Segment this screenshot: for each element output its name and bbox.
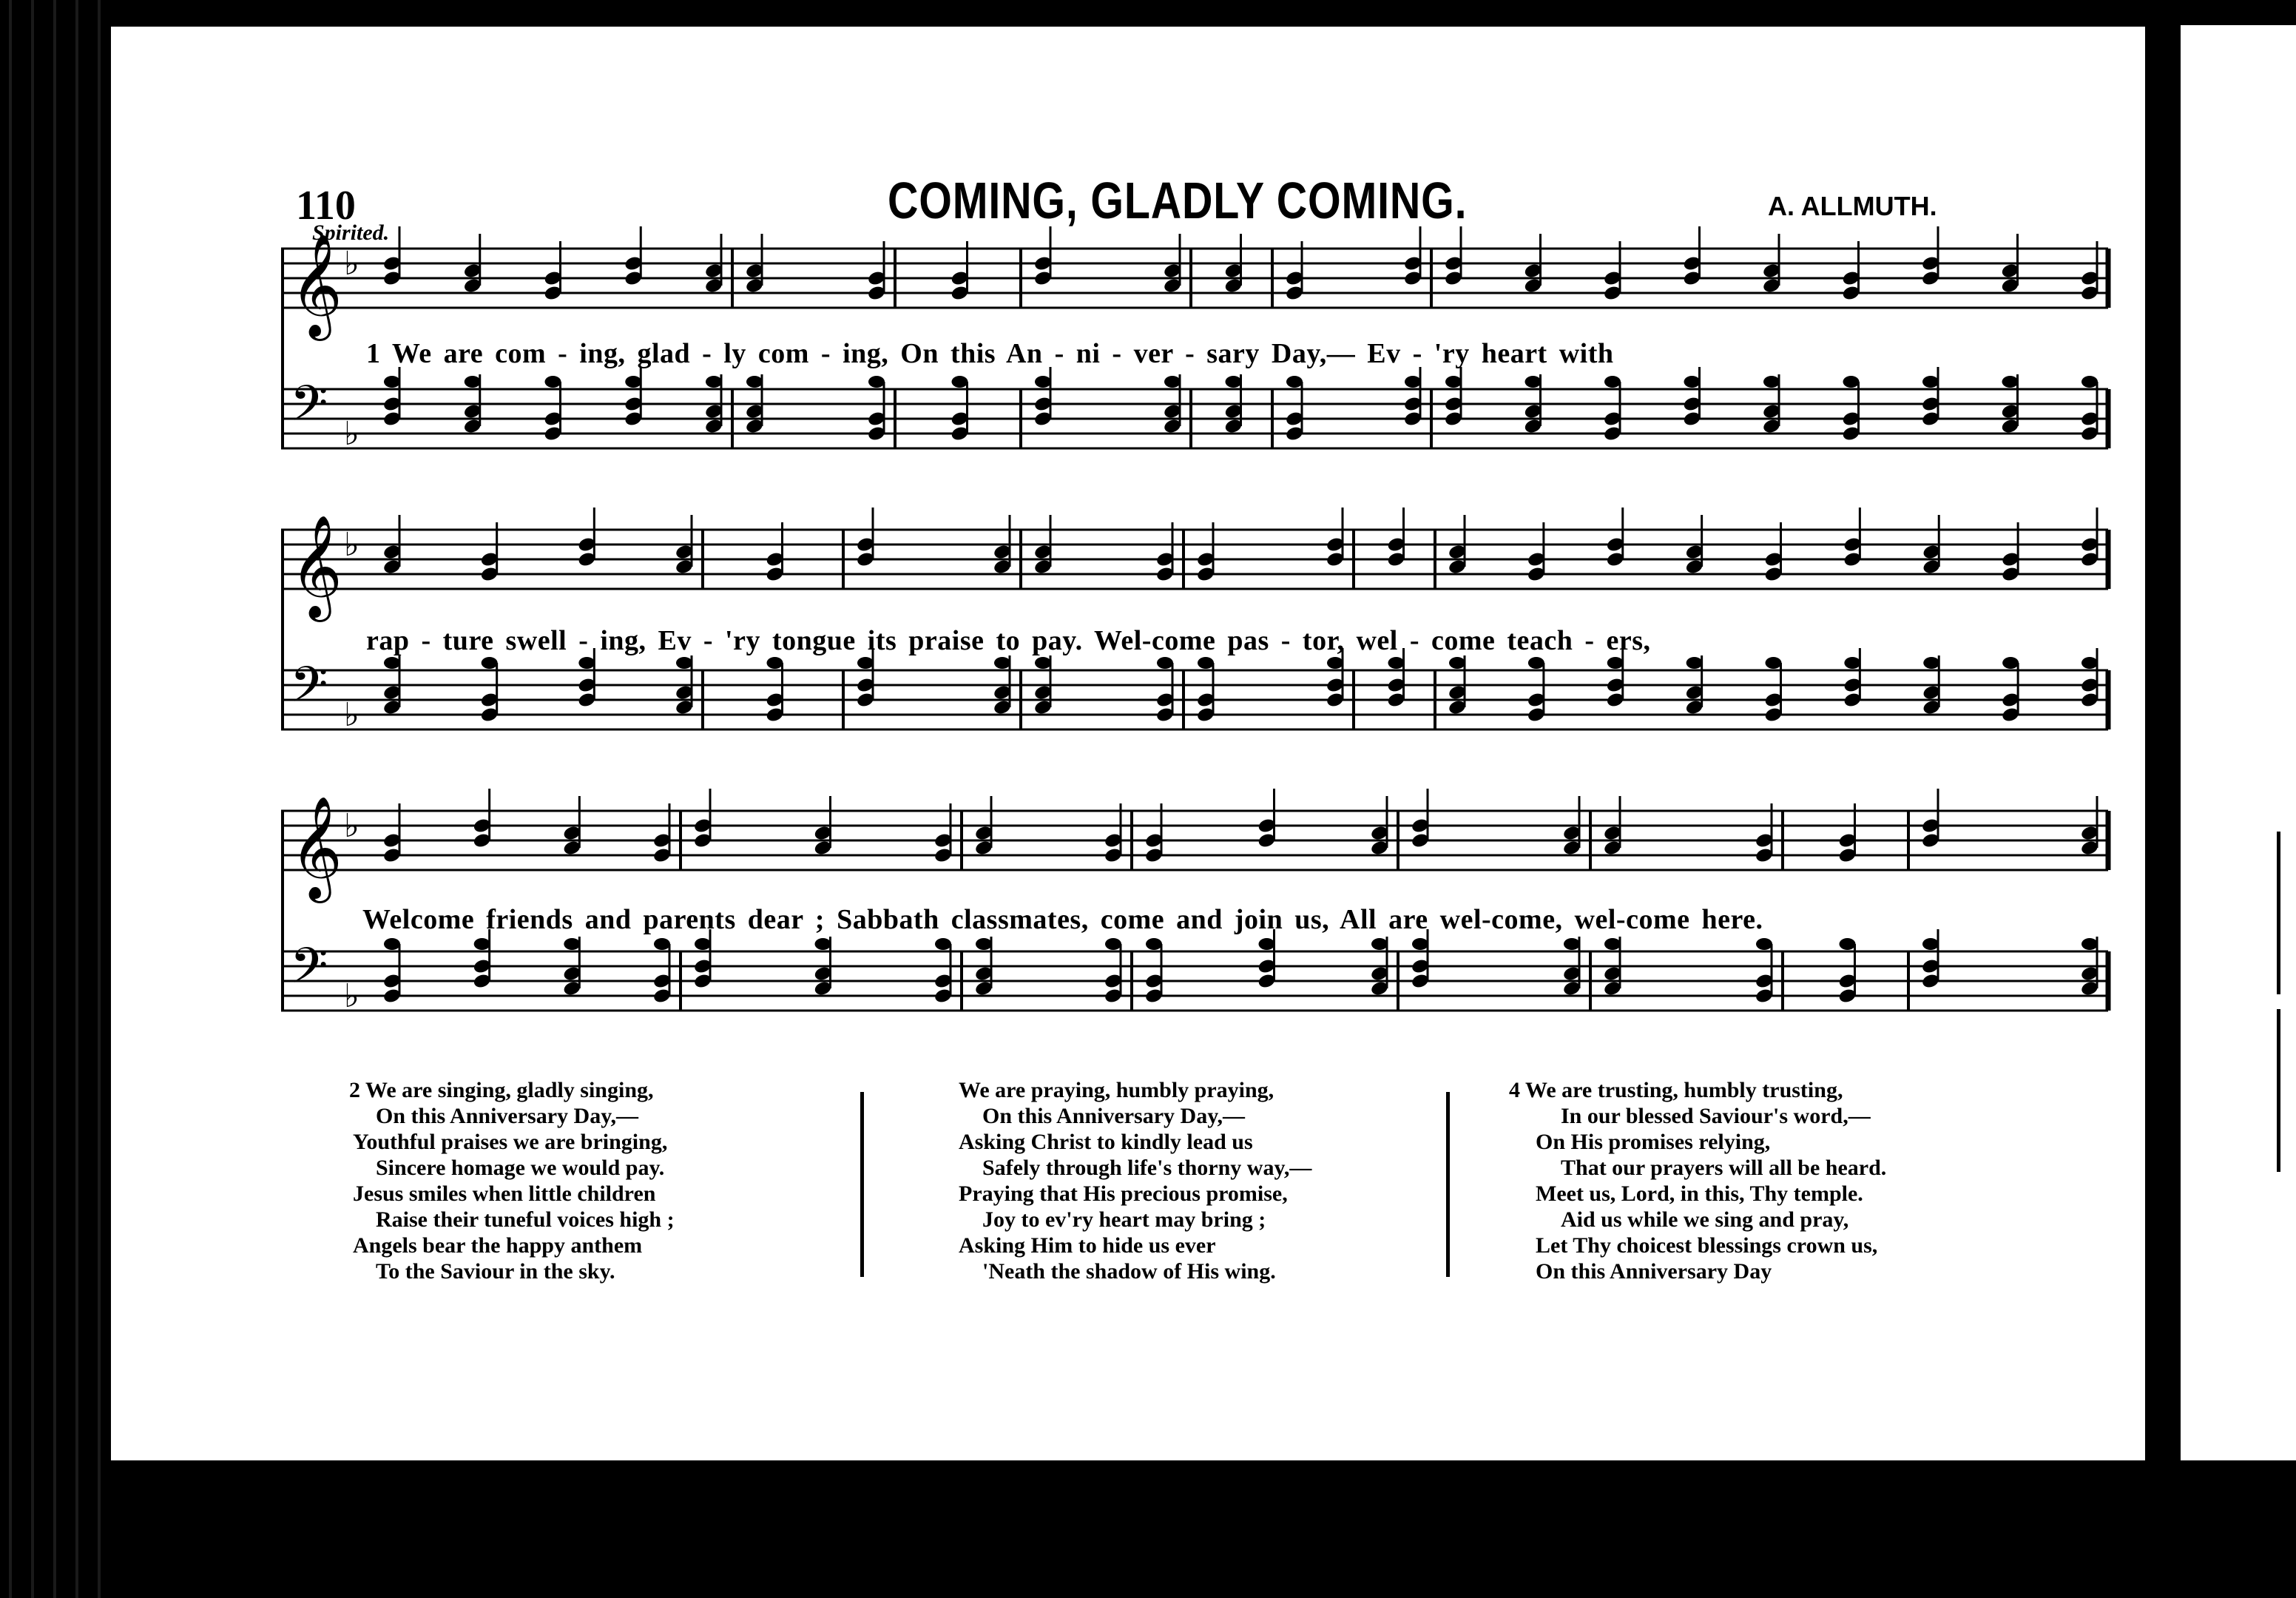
verse-line: 'Neath the shadow of His wing.: [982, 1259, 1276, 1284]
treble-clef-icon: 𝄞: [290, 796, 342, 899]
bass-clef-icon: 𝄢: [290, 656, 328, 725]
notehead: [1388, 657, 1405, 669]
notehead: [384, 376, 400, 388]
notehead: [1525, 376, 1542, 388]
verse-number: 2: [349, 1078, 360, 1102]
composer-name: A. ALLMUTH.: [1768, 191, 1937, 221]
notehead: [1157, 657, 1173, 669]
verse-4: [1509, 1077, 1886, 1284]
verse-line: Jesus smiles when little children: [353, 1181, 656, 1206]
notehead: [767, 657, 783, 669]
notehead: [815, 938, 831, 950]
verse-line: Meet us, Lord, in this, Thy temple.: [1536, 1181, 1863, 1206]
bass-clef-icon: 𝄢: [290, 937, 328, 1006]
notehead: [1840, 938, 1856, 950]
notehead: [2002, 376, 2019, 388]
notehead: [1445, 376, 1462, 388]
music-system-1: [111, 219, 2145, 485]
notehead: [1146, 938, 1162, 950]
verse-line: To the Saviour in the sky.: [376, 1259, 615, 1284]
notehead: [1844, 657, 1860, 669]
notehead: [564, 938, 580, 950]
notehead: [868, 376, 885, 388]
notehead: [1327, 657, 1343, 669]
lyrics-line-3: Welcome friends and parents dear ; Sabbath classmates, come and join us, All are wel-come, wel-come here.: [362, 904, 1763, 935]
verse-line: On this Anniversary Day,—: [376, 1104, 639, 1128]
facing-staff-fragment: [2277, 1009, 2296, 1172]
notehead: [482, 657, 498, 669]
notehead: [2081, 657, 2098, 669]
notehead: [1035, 376, 1051, 388]
notehead: [465, 376, 481, 388]
lyrics-line-1: 1 We are com - ing, glad - ly com - ing, On this An - ni - ver - sary Day,— Ev - 'ry heart with: [366, 338, 1614, 369]
notehead: [474, 938, 490, 950]
notehead: [1226, 376, 1242, 388]
verse-number: 4: [1509, 1078, 1520, 1102]
notehead: [1528, 657, 1544, 669]
flat-icon: ♭: [344, 807, 359, 845]
notehead: [384, 657, 400, 669]
treble-clef-icon: 𝄞: [290, 234, 342, 337]
notehead: [1843, 376, 1860, 388]
facing-page-edge: [2181, 25, 2296, 1460]
bass-clef-icon: 𝄢: [290, 375, 328, 444]
verse-line: Asking Him to hide us ever: [959, 1233, 1216, 1258]
notehead: [545, 376, 561, 388]
notehead: [1684, 376, 1701, 388]
verse-line: Joy to ev'ry heart may bring ;: [982, 1207, 1266, 1232]
notehead: [706, 376, 722, 388]
notehead: [1259, 938, 1275, 950]
notehead: [2081, 938, 2098, 950]
verse-line: Safely through life's thorny way,—: [982, 1156, 1312, 1180]
notehead: [695, 938, 711, 950]
verse-line: Aid us while we sing and pray,: [1561, 1207, 1849, 1232]
verse-line: Raise their tuneful voices high ;: [376, 1207, 675, 1232]
notehead: [2081, 376, 2098, 388]
notehead: [2002, 657, 2019, 669]
notehead: [1763, 376, 1780, 388]
tempo-marking: Spirited.: [312, 220, 390, 245]
verse-divider: [1446, 1092, 1450, 1277]
notehead: [1449, 657, 1465, 669]
flat-icon: ♭: [344, 526, 359, 564]
notehead: [935, 938, 951, 950]
notehead: [1164, 376, 1181, 388]
verse-line: Praying that His precious promise,: [959, 1181, 1288, 1206]
notehead: [1922, 376, 1939, 388]
verse-line: That our prayers will all be heard.: [1561, 1156, 1887, 1180]
lyrics-line-2: rap - ture swell - ing, Ev - 'ry tongue its praise to pay. Wel-come pas - tor, wel - come teach - ers,: [366, 625, 1651, 656]
notehead: [1686, 657, 1703, 669]
facing-staff-fragment: [2277, 832, 2296, 994]
notehead: [857, 657, 874, 669]
music-system-3: [111, 781, 2145, 1048]
notehead: [1564, 938, 1580, 950]
hymn-title: COMING, GLADLY COMING.: [888, 172, 1468, 229]
verse-line: Angels bear the happy anthem: [353, 1233, 643, 1258]
notehead: [976, 938, 992, 950]
verse-2: [349, 1077, 675, 1284]
additional-verses: [111, 1048, 2145, 1292]
notehead: [1198, 657, 1214, 669]
notehead: [994, 657, 1010, 669]
notehead: [578, 657, 595, 669]
notehead: [1607, 657, 1624, 669]
notehead: [1371, 938, 1388, 950]
notehead: [654, 938, 670, 950]
notehead: [1766, 657, 1782, 669]
music-system-2: [111, 500, 2145, 766]
flat-icon: ♭: [344, 977, 359, 1015]
notehead: [1923, 657, 1939, 669]
verse-line: Let Thy choicest blessings crown us,: [1536, 1233, 1878, 1258]
notehead: [1405, 376, 1421, 388]
notehead: [1105, 938, 1121, 950]
notehead: [1756, 938, 1772, 950]
book-spine: [0, 0, 111, 1598]
flat-icon: ♭: [344, 696, 359, 734]
treble-clef-icon: 𝄞: [290, 515, 342, 618]
verse-line: We are praying, humbly praying,: [959, 1078, 1274, 1102]
notehead: [1286, 376, 1303, 388]
verse-line: On His promises relying,: [1536, 1130, 1771, 1154]
flat-icon: ♭: [344, 245, 359, 283]
page-number: 110: [296, 183, 356, 229]
verse-line: Asking Christ to kindly lead us: [959, 1130, 1253, 1154]
notehead: [746, 376, 763, 388]
notehead: [1604, 938, 1621, 950]
notehead: [1604, 376, 1621, 388]
verse-line: 4 We are trusting, humbly trusting,: [1509, 1078, 1843, 1102]
verse-line: On this Anniversary Day: [1536, 1259, 1772, 1284]
verse-line: 2 We are singing, gladly singing,: [349, 1078, 654, 1102]
notehead: [384, 938, 400, 950]
notehead: [1922, 938, 1939, 950]
notehead: [1412, 938, 1428, 950]
verse-line: On this Anniversary Day,—: [982, 1104, 1246, 1128]
notehead: [1035, 657, 1051, 669]
notehead: [625, 376, 641, 388]
verse-3: [959, 1077, 1311, 1284]
songbook-page: [111, 27, 2145, 1460]
verse-divider: [860, 1092, 864, 1277]
flat-icon: ♭: [344, 415, 359, 453]
verse-line: In our blessed Saviour's word,—: [1561, 1104, 1871, 1128]
verse-line: Sincere homage we would pay.: [376, 1156, 665, 1180]
notehead: [676, 657, 692, 669]
notehead: [952, 376, 968, 388]
verse-line: Youthful praises we are bringing,: [353, 1130, 668, 1154]
